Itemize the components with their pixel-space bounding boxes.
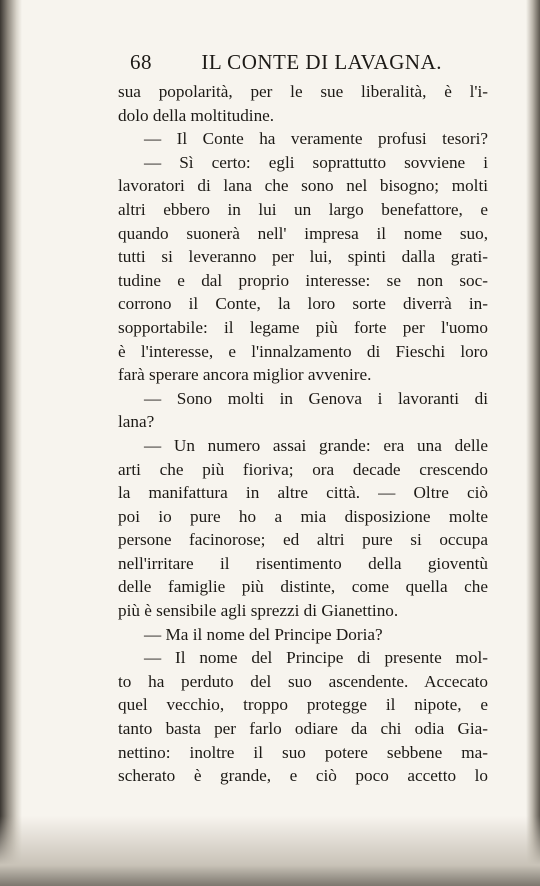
text-line: tanto basta per farlo odiare da chi odia Gia- bbox=[118, 719, 488, 739]
text-line: arti che più fioriva; ora decade crescendo bbox=[118, 459, 488, 479]
running-title: IL CONTE DI LAVAGNA. bbox=[201, 50, 442, 74]
text-line: tutti si leveranno per lui, spinti dalla grati- bbox=[118, 247, 488, 267]
page-number: 68 bbox=[130, 50, 152, 74]
text-line: — Ma il nome del Principe Doria? bbox=[144, 624, 383, 644]
text-line: tudine e dal proprio interesse: se non soc- bbox=[118, 270, 488, 290]
text-line: la manifattura in altre città. — Oltre ciò bbox=[118, 483, 488, 503]
text-line: persone facinorose; ed altri pure si occupa bbox=[118, 530, 488, 550]
text-line: farà sperare ancora miglior avvenire. bbox=[118, 365, 372, 385]
text-line: sopportabile: il legame più forte per l'uomo bbox=[118, 317, 488, 337]
text-line: quel vecchio, troppo protegge il nipote, e bbox=[118, 695, 488, 715]
text-line: delle famiglie più distinte, come quella che bbox=[118, 577, 488, 597]
page-bottom-edge-shadow bbox=[0, 816, 540, 886]
text-line: corrono il Conte, la loro sorte diverrà in- bbox=[118, 294, 488, 314]
text-line: è l'interesse, e l'innalzamento di Fieschi loro bbox=[118, 341, 488, 361]
page-right-edge-shadow bbox=[526, 0, 540, 886]
text-line: — Il Conte ha veramente profusi tesori? bbox=[144, 129, 488, 149]
text-line: più è sensibile agli sprezzi di Gianettino. bbox=[118, 601, 399, 621]
text-line: — Il nome del Principe di presente mol- bbox=[144, 648, 488, 668]
page-left-edge-shadow bbox=[0, 0, 22, 886]
text-line: altri ebbero in lui un largo benefattore, e bbox=[118, 199, 488, 219]
text-line: nell'irritare il risentimento della gioventù bbox=[118, 553, 488, 573]
text-line: lana? bbox=[118, 412, 155, 432]
text-line: — Sì certo: egli soprattutto sovviene i bbox=[144, 152, 488, 172]
text-line: scherato è grande, e ciò poco accetto lo bbox=[118, 766, 488, 786]
page-header bbox=[130, 50, 442, 78]
text-line: lavoratori di lana che sono nel bisogno; molti bbox=[118, 176, 488, 196]
text-line: dolo della moltitudine. bbox=[118, 105, 275, 125]
text-line: nettino: inoltre il suo potere sebbene ma- bbox=[118, 742, 488, 762]
text-line: poi io pure ho a mia disposizione molte bbox=[118, 506, 488, 526]
text-line: — Sono molti in Genova i lavoranti di bbox=[144, 388, 488, 408]
text-line: quando suonerà nell' impresa il nome suo, bbox=[118, 223, 488, 243]
text-line: to ha perduto del suo ascendente. Accecato bbox=[118, 671, 488, 691]
text-line: sua popolarità, per le sue liberalità, è l'i- bbox=[118, 82, 488, 101]
body-text bbox=[118, 80, 488, 788]
text-line: — Un numero assai grande: era una delle bbox=[144, 435, 488, 455]
